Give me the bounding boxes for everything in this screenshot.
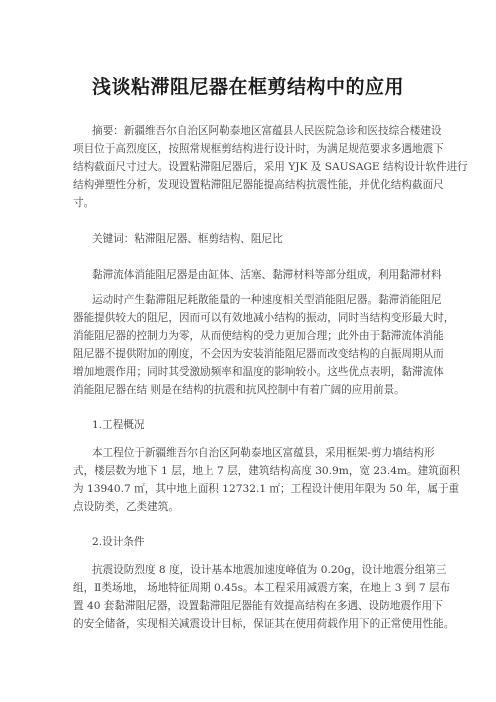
abstract-line: 寸。 [73,197,95,209]
section-line: 组，Ⅱ类场地， 场地特征周期 0.45s。本工程采用减震方案，在地上 3 到 7 层布 [73,582,451,594]
section-line: 本工程位于新疆维吾尔自治区阿勒泰地区富蕴县，采用框架-剪力墙结构形 [92,447,435,459]
section-line: 点设防类，乙类建筑。 [73,501,179,513]
abstract-line: 结构弹塑性分析，发现设置粘滞阻尼器能提高结构抗震性能，并优化结构截面尺 [73,179,444,191]
intro-line: 消能阻尼器的控制力为零，从而使结构的受力更加合理；此外由于黏滞流体消能 [73,330,444,342]
intro-line: 阻尼器不提供附加的刚度，不会因为安装消能阻尼器而改变结构的自振周期从而 [73,348,444,360]
abstract-line: 结构截面尺寸过大。设置粘滞阻尼器后，采用 YJK 及 SAUSAGE 结构设计软件进行 [73,161,468,173]
section-heading: 1.工程概况 [92,419,145,431]
intro-line: 增加地震作用；同时其受激励频率和温度的影响较小。这些优点表明，黏滞流体 [73,366,444,378]
intro-line: 运动时产生黏滞阻尼耗散能量的一种速度相关型消能阻尼器。黏滞消能阻尼 [92,294,442,306]
section-line: 为 13940.7 ㎡，其中地上面积 12732.1 ㎡；工程设计使用年限为 50 年，属于重 [73,483,460,495]
section-heading: 2.设计条件 [92,536,145,548]
section-line: 的安全储备，实现相关减震设计目标，保证其在使用荷载作用下的正常使用性能。 [73,618,455,630]
section-line: 式，楼层数为地下 1 层，地上 7 层，建筑结构高度 30.9m，宽 23.4m。建筑面积 [73,465,460,477]
document-title: 浅谈粘滞阻尼器在框剪结构中的应用 [91,76,404,98]
intro-line: 消能阻尼器在结 则是在结构的抗震和抗风控制中有着广阔的应用前景。 [73,384,405,396]
intro-line: 器能提供较大的阻尼，因而可以有效地减小结构的振动，同时当结构变形最大时， [73,312,455,324]
keywords-line: 关键词：粘滞阻尼器、框剪结构、阻尼比 [92,233,283,245]
abstract-line: 摘要：新疆维吾尔自治区阿勒泰地区富蕴县人民医院急诊和医技综合楼建设 [92,125,442,137]
intro-line: 黏滞流体消能阻尼器是由缸体、活塞、黏滞材料等部分组成，利用黏滞材料 [92,269,442,281]
abstract-line: 项目位于高烈度区，按照常规框剪结构进行设计时，为满足规范要求多遇地震下 [73,143,444,155]
section-line: 置 40 套黏滞阻尼器，设置黏滞阻尼器能有效提高结构在多遇、设防地震作用下 [73,600,443,612]
section-line: 抗震设防烈度 8 度，设计基本地震加速度峰值为 0.20g，设计地震分组第三 [92,564,447,576]
